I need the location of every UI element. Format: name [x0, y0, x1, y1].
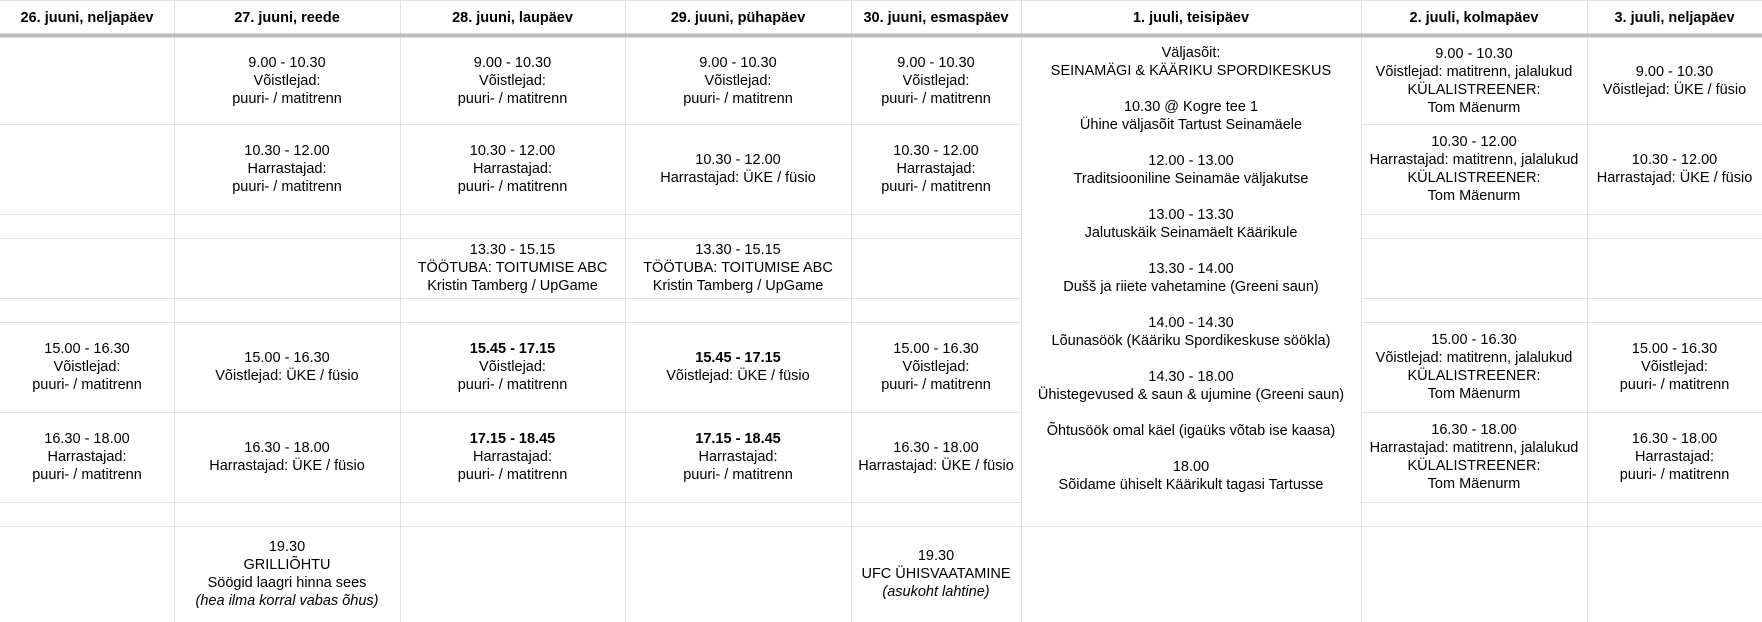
- excursion-line: Ühistegevused & saun & ujumine (Greeni saun): [1037, 387, 1345, 403]
- cell-line: Võistlejad:: [479, 359, 546, 375]
- cell-line: puuri- / matitrenn: [881, 377, 991, 393]
- schedule-cell[interactable]: [851, 526, 1021, 622]
- cell-line: 15.00 - 16.30: [244, 350, 330, 366]
- cell-line: Võistlejad: matitrenn, jalalukud: [1375, 64, 1573, 80]
- schedule-cell[interactable]: [1361, 322, 1587, 412]
- cell-line: puuri- / matitrenn: [881, 179, 991, 195]
- cell-line: puuri- / matitrenn: [32, 377, 142, 393]
- schedule-cell[interactable]: [1587, 38, 1762, 124]
- schedule-cell[interactable]: [1587, 412, 1762, 502]
- cell-line: 15.00 - 16.30: [893, 341, 979, 357]
- cell-line: TÖÖTUBA: TOITUMISE ABC: [417, 260, 608, 276]
- cell-line: 10.30 - 12.00: [1431, 134, 1517, 150]
- schedule-cell[interactable]: [174, 124, 400, 214]
- excursion-line: 10.30 @ Kogre tee 1: [1123, 99, 1259, 115]
- cell-line: (asukoht lahtine): [882, 584, 990, 600]
- cell-line: Tom Mäenurm: [1427, 100, 1521, 116]
- excursion-line: Dušš ja riiete vahetamine (Greeni saun): [1063, 279, 1319, 295]
- cell-line: Harrastajad: ÜKE / füsio: [209, 458, 365, 474]
- schedule-cell[interactable]: [1587, 124, 1762, 214]
- cell-line: 19.30: [268, 539, 306, 555]
- cell-line: Harrastajad:: [896, 161, 976, 177]
- cell-line: Tom Mäenurm: [1427, 476, 1521, 492]
- cell-line: Võistlejad:: [53, 359, 121, 375]
- cell-line: Harrastajad:: [1635, 449, 1714, 465]
- excursion-line: 18.00: [1172, 459, 1210, 475]
- excursion-line: 14.00 - 14.30: [1148, 315, 1234, 331]
- excursion-line: Ühine väljasõit Tartust Seinamäele: [1079, 117, 1303, 133]
- cell-line: puuri- / matitrenn: [881, 91, 991, 107]
- excursion-line: Traditsiooniline Seinamäe väljakutse: [1073, 171, 1309, 187]
- cell-line: 9.00 - 10.30: [1435, 46, 1513, 62]
- schedule-cell[interactable]: [1587, 322, 1762, 412]
- excursion-line: Jalutuskäik Seinamäelt Käärikule: [1084, 225, 1298, 241]
- excursion-line: Õhtusöök omal käel (igaüks võtab ise kaasa): [1046, 423, 1336, 439]
- cell-line: GRILLIÕHTU: [243, 557, 331, 573]
- excursion-line: 12.00 - 13.00: [1148, 153, 1234, 169]
- schedule-cell[interactable]: [851, 38, 1021, 124]
- schedule-cell[interactable]: [1361, 124, 1587, 214]
- schedule-cell[interactable]: [174, 412, 400, 502]
- excursion-line: Lõunasöök (Kääriku Spordikeskuse söökla): [1051, 333, 1331, 349]
- cell-line: 10.30 - 12.00: [695, 152, 781, 168]
- schedule-cell[interactable]: [625, 38, 851, 124]
- cell-line: 10.30 - 12.00: [1631, 152, 1718, 168]
- cell-line: KÜLALISTREENER:: [1407, 458, 1541, 474]
- schedule-cell[interactable]: [174, 322, 400, 412]
- excursion-line: 14.30 - 18.00: [1148, 369, 1234, 385]
- cell-line: 9.00 - 10.30: [248, 55, 326, 71]
- header-cell[interactable]: 3. juuli, neljapäev: [1614, 10, 1735, 26]
- header-cell[interactable]: 27. juuni, reede: [234, 10, 340, 26]
- excursion-block: [1022, 368, 1360, 404]
- schedule-cell[interactable]: [851, 124, 1021, 214]
- schedule-cell[interactable]: [400, 238, 625, 298]
- excursion-block: [1022, 44, 1360, 80]
- cell-line: 13.30 - 15.15: [695, 242, 781, 258]
- schedule-cell[interactable]: [625, 238, 851, 298]
- cell-line: Võistlejad: ÜKE / füsio: [215, 368, 359, 384]
- cell-line: 9.00 - 10.30: [897, 55, 975, 71]
- cell-line: KÜLALISTREENER:: [1407, 170, 1541, 186]
- cell-line: Harrastajad:: [473, 161, 552, 177]
- excursion-block: [1022, 422, 1360, 440]
- cell-line: Harrastajad: matitrenn, jalalukud: [1369, 152, 1579, 168]
- cell-line: 17.15 - 18.45: [469, 431, 556, 447]
- schedule-cell[interactable]: [1361, 38, 1587, 124]
- cell-line: Võistlejad:: [253, 73, 321, 89]
- excursion-line: SEINAMÄGI & KÄÄRIKU SPORDIKESKUS: [1050, 63, 1332, 79]
- excursion-line: Sõidame ühiselt Käärikult tagasi Tartusse: [1058, 477, 1324, 493]
- header-cell[interactable]: 2. juuli, kolmapäev: [1409, 10, 1539, 26]
- cell-line: Võistlejad:: [902, 359, 970, 375]
- cell-line: Võistlejad: ÜKE / füsio: [1602, 82, 1747, 98]
- excursion-block: [1022, 458, 1360, 494]
- cell-line: 10.30 - 12.00: [244, 143, 330, 159]
- cell-line: Kristin Tamberg / UpGame: [427, 278, 598, 294]
- schedule-cell[interactable]: [625, 412, 851, 502]
- excursion-block: [1022, 98, 1360, 134]
- header-cell[interactable]: 30. juuni, esmaspäev: [863, 10, 1009, 26]
- cell-line: 17.15 - 18.45: [695, 431, 781, 447]
- header-cell[interactable]: 1. juuli, teisipäev: [1132, 10, 1250, 26]
- schedule-cell[interactable]: [625, 124, 851, 214]
- cell-line: Võistlejad:: [704, 73, 772, 89]
- cell-line: puuri- / matitrenn: [32, 467, 142, 483]
- schedule-cell[interactable]: [400, 124, 625, 214]
- cell-line: 16.30 - 18.00: [893, 440, 979, 456]
- cell-line: Võistlejad:: [1641, 359, 1708, 375]
- cell-line: puuri- / matitrenn: [457, 91, 568, 107]
- cell-line: puuri- / matitrenn: [457, 179, 568, 195]
- excursion-line: 13.30 - 14.00: [1148, 261, 1234, 277]
- schedule-cell[interactable]: [400, 412, 625, 502]
- cell-line: 9.00 - 10.30: [473, 55, 552, 71]
- cell-line: 13.30 - 15.15: [469, 242, 556, 258]
- cell-line: puuri- / matitrenn: [1619, 467, 1730, 483]
- cell-line: 15.45 - 17.15: [469, 341, 556, 357]
- cell-line: (hea ilma korral vabas õhus): [195, 593, 379, 609]
- schedule-cell[interactable]: [174, 38, 400, 124]
- cell-line: 19.30: [917, 548, 955, 564]
- cell-line: puuri- / matitrenn: [232, 91, 342, 107]
- cell-line: 15.00 - 16.30: [44, 341, 130, 357]
- cell-line: 10.30 - 12.00: [469, 143, 556, 159]
- cell-line: Võistlejad: ÜKE / füsio: [666, 368, 810, 384]
- schedule-cell[interactable]: [0, 322, 174, 412]
- cell-line: 15.00 - 16.30: [1431, 332, 1517, 348]
- cell-line: 16.30 - 18.00: [244, 440, 330, 456]
- excursion-block: [1022, 152, 1360, 188]
- header-cell[interactable]: 29. juuni, pühapäev: [670, 10, 806, 26]
- header-cell[interactable]: 26. juuni, neljapäev: [20, 10, 154, 26]
- cell-line: 16.30 - 18.00: [44, 431, 130, 447]
- schedule-cell[interactable]: [400, 38, 625, 124]
- cell-line: puuri- / matitrenn: [457, 467, 568, 483]
- cell-line: Harrastajad: ÜKE / füsio: [1596, 170, 1753, 186]
- cell-excursion-day[interactable]: [1022, 44, 1360, 512]
- excursion-line: Väljasõit:: [1161, 45, 1221, 61]
- cell-line: puuri- / matitrenn: [232, 179, 342, 195]
- header-cell[interactable]: 28. juuni, laupäev: [452, 10, 573, 26]
- excursion-block: [1022, 206, 1360, 242]
- cell-line: KÜLALISTREENER:: [1407, 368, 1541, 384]
- cell-line: Harrastajad: ÜKE / füsio: [660, 170, 816, 186]
- cell-line: Tom Mäenurm: [1427, 188, 1521, 204]
- cell-line: 16.30 - 18.00: [1431, 422, 1517, 438]
- cell-line: puuri- / matitrenn: [457, 377, 568, 393]
- schedule-cell[interactable]: [851, 412, 1021, 502]
- excursion-line: 13.00 - 13.30: [1148, 207, 1234, 223]
- cell-line: 9.00 - 10.30: [699, 55, 777, 71]
- cell-line: KÜLALISTREENER:: [1407, 82, 1541, 98]
- cell-line: 16.30 - 18.00: [1631, 431, 1718, 447]
- cell-line: Harrastajad: matitrenn, jalalukud: [1369, 440, 1579, 456]
- cell-line: Söögid laagri hinna sees: [207, 575, 367, 591]
- cell-line: Harrastajad:: [247, 161, 327, 177]
- cell-line: 15.00 - 16.30: [1631, 341, 1718, 357]
- cell-line: Harrastajad:: [473, 449, 552, 465]
- cell-line: Võistlejad: matitrenn, jalalukud: [1375, 350, 1573, 366]
- cell-line: Tom Mäenurm: [1427, 386, 1521, 402]
- excursion-block: [1022, 314, 1360, 350]
- cell-line: 10.30 - 12.00: [893, 143, 979, 159]
- cell-line: TÖÖTUBA: TOITUMISE ABC: [643, 260, 833, 276]
- cell-line: UFC ÜHISVAATAMINE: [861, 566, 1011, 582]
- excursion-block: [1022, 260, 1360, 296]
- cell-line: 9.00 - 10.30: [1635, 64, 1714, 80]
- schedule-cell[interactable]: [625, 322, 851, 412]
- schedule-cell[interactable]: [1361, 412, 1587, 502]
- cell-line: Harrastajad:: [47, 449, 127, 465]
- cell-line: Harrastajad:: [698, 449, 778, 465]
- cell-line: Võistlejad:: [479, 73, 546, 89]
- schedule-cell[interactable]: [400, 322, 625, 412]
- schedule-cell[interactable]: [174, 526, 400, 622]
- cell-line: 15.45 - 17.15: [695, 350, 781, 366]
- schedule-cell[interactable]: [0, 412, 174, 502]
- cell-line: Kristin Tamberg / UpGame: [652, 278, 824, 294]
- cell-line: puuri- / matitrenn: [683, 467, 793, 483]
- cell-line: Harrastajad: ÜKE / füsio: [858, 458, 1014, 474]
- schedule-cell[interactable]: [851, 322, 1021, 412]
- cell-line: puuri- / matitrenn: [1619, 377, 1730, 393]
- cell-line: puuri- / matitrenn: [683, 91, 793, 107]
- cell-line: Võistlejad:: [902, 73, 970, 89]
